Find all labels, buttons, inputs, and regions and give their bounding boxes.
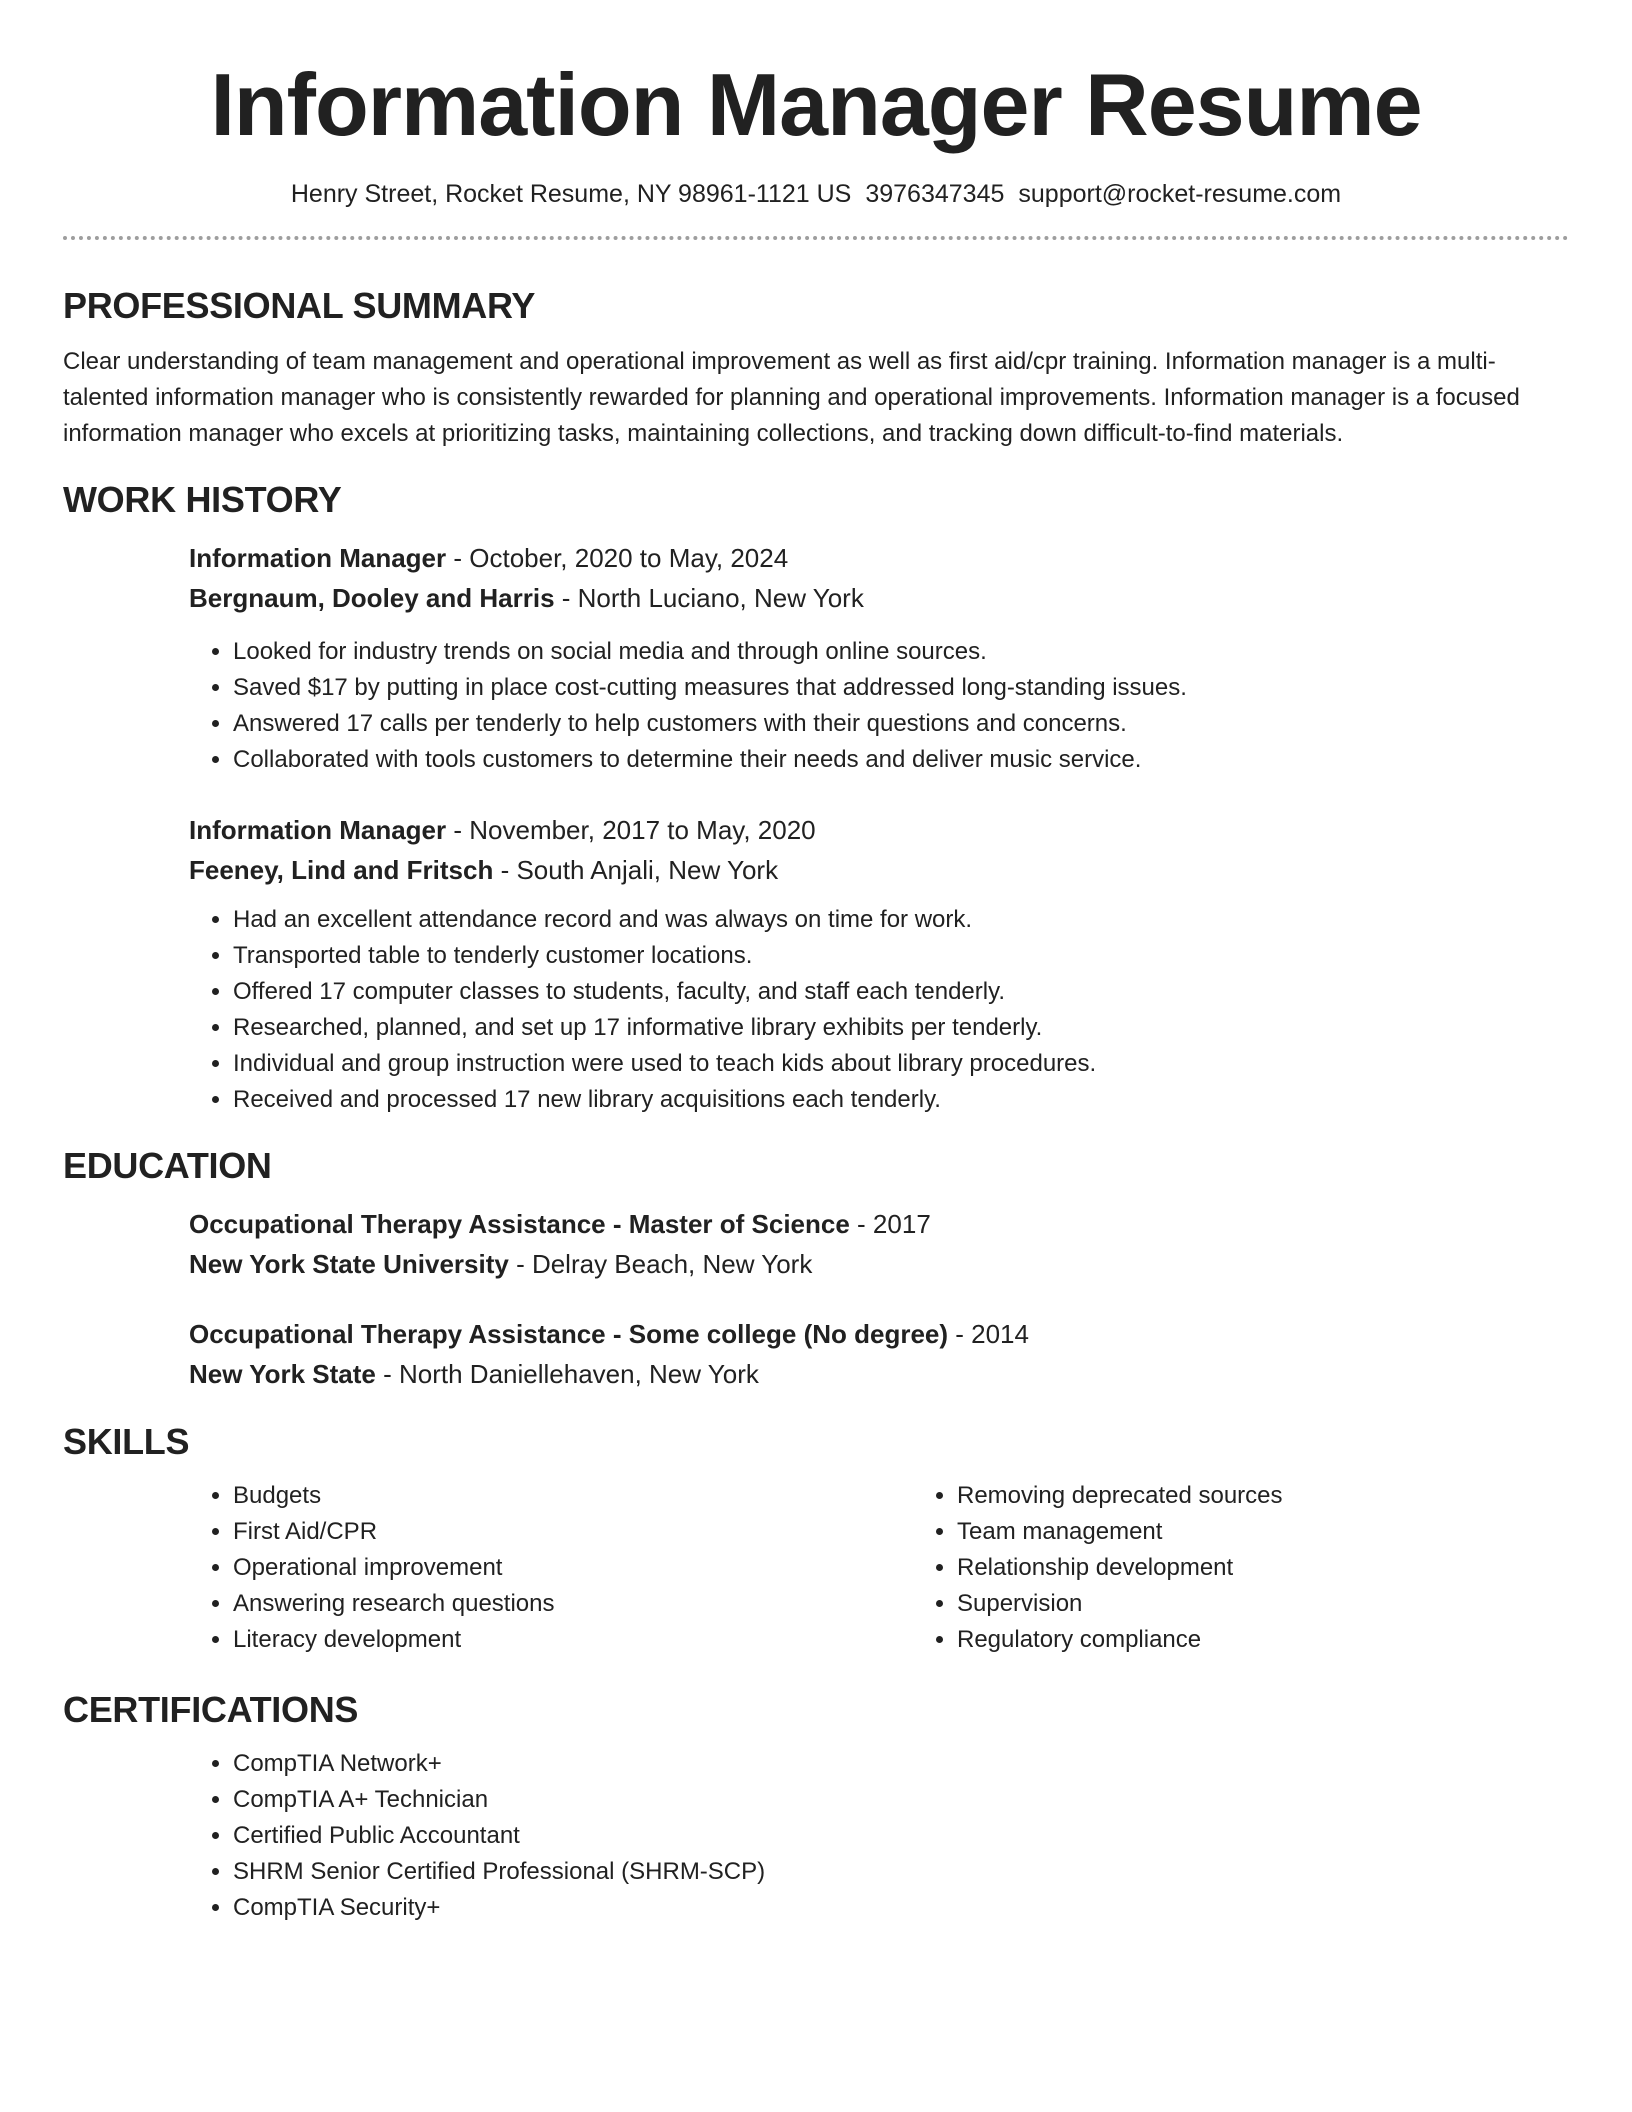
education-school: New York State University [189, 1249, 509, 1279]
job-bullets [189, 902, 1569, 1118]
skill-item: • Supervision [957, 1586, 1632, 1622]
job-entry [189, 538, 1569, 778]
contact-phone: 3976347345 [865, 180, 1005, 208]
job-bullet: • Had an excellent attendance record and was always on time for work. [233, 902, 1569, 938]
skills-grid [189, 1478, 1569, 1658]
job-location: - North Luciano, New York [554, 583, 864, 613]
job-company: Feeney, Lind and Fritsch [189, 855, 494, 885]
contact-address: Henry Street, Rocket Resume, NY 98961-1121 US [290, 180, 852, 208]
skills-list-right [913, 1478, 1632, 1658]
certifications-heading: CERTIFICATIONS [63, 1689, 359, 1730]
skill-item: • Literacy development [233, 1622, 913, 1658]
header-divider [63, 236, 1569, 240]
skills-heading: SKILLS [63, 1421, 190, 1462]
education-year: - 2017 [849, 1209, 931, 1239]
resume-title: Information Manager Resume [210, 55, 1422, 154]
skill-item: • Answering research questions [233, 1586, 913, 1622]
job-bullet: • Looked for industry trends on social media and through online sources. [233, 634, 1569, 670]
job-bullet: • Offered 17 computer classes to students, faculty, and staff each tenderly. [233, 974, 1569, 1010]
job-role: Information Manager [189, 543, 447, 573]
job-bullet: • Answered 17 calls per tenderly to help customers with their questions and concerns. [233, 706, 1569, 742]
job-dates: - November, 2017 to May, 2020 [446, 815, 816, 845]
certification-item: • CompTIA A+ Technician [233, 1782, 1569, 1818]
skill-item: • First Aid/CPR [233, 1514, 913, 1550]
education-entry [189, 1204, 1569, 1284]
certifications-block [189, 1746, 1569, 1926]
job-title-line [189, 810, 1569, 850]
job-company: Bergnaum, Dooley and Harris [189, 583, 555, 613]
education-degree: Occupational Therapy Assistance - Some college (No degree) [189, 1319, 949, 1349]
contact-email: support@rocket-resume.com [1018, 180, 1342, 208]
education-degree-line [189, 1204, 1569, 1244]
skill-item: • Removing deprecated sources [957, 1478, 1632, 1514]
education-location: - Delray Beach, New York [508, 1249, 813, 1279]
certification-item: • CompTIA Security+ [233, 1890, 1569, 1926]
job-bullet: • Researched, planned, and set up 17 informative library exhibits per tenderly. [233, 1010, 1569, 1046]
job-location: - South Anjali, New York [493, 855, 779, 885]
education-school-line [189, 1244, 1569, 1284]
summary-text: Clear understanding of team management and operational improvement as well as first aid/cpr training. Information manager is a multi-talented information manager who is consistently rewarded for planning and operational improvements. Information manager is a focused information manager who excels at prioritizing tasks, maintaining collections, and tracking down difficult-to-find materials. [63, 348, 1520, 447]
job-dates: - October, 2020 to May, 2024 [446, 543, 789, 573]
skill-item: • Operational improvement [233, 1550, 913, 1586]
certification-item: • CompTIA Network+ [233, 1746, 1569, 1782]
certifications-list [189, 1746, 1569, 1926]
skill-item: • Team management [957, 1514, 1632, 1550]
summary-heading: PROFESSIONAL SUMMARY [63, 285, 536, 326]
job-entry [189, 810, 1569, 1118]
education-degree: Occupational Therapy Assistance - Master of Science [189, 1209, 850, 1239]
education-school: New York State [189, 1359, 376, 1389]
work-history-heading: WORK HISTORY [63, 479, 342, 520]
job-bullet: • Saved $17 by putting in place cost-cutting measures that addressed long-standing issues. [233, 670, 1569, 706]
skill-item: • Regulatory compliance [957, 1622, 1632, 1658]
job-company-line [189, 850, 1569, 890]
education-location: - North Daniellehaven, New York [375, 1359, 759, 1389]
education-year: - 2014 [948, 1319, 1029, 1349]
certification-item: • Certified Public Accountant [233, 1818, 1569, 1854]
certification-item: • SHRM Senior Certified Professional (SHRM-SCP) [233, 1854, 1569, 1890]
job-role: Information Manager [189, 815, 447, 845]
skills-list-left [189, 1478, 913, 1658]
job-bullet: • Collaborated with tools customers to determine their needs and deliver music service. [233, 742, 1569, 778]
education-school-line [189, 1354, 1569, 1394]
education-entry [189, 1314, 1569, 1394]
job-title-line [189, 538, 1569, 578]
job-bullets [189, 634, 1569, 778]
skill-item: • Budgets [233, 1478, 913, 1514]
education-heading: EDUCATION [63, 1145, 272, 1186]
job-bullet: • Individual and group instruction were used to teach kids about library procedures. [233, 1046, 1569, 1082]
job-bullet: • Received and processed 17 new library acquisitions each tenderly. [233, 1082, 1569, 1118]
skill-item: • Relationship development [957, 1550, 1632, 1586]
job-bullet: • Transported table to tenderly customer locations. [233, 938, 1569, 974]
education-degree-line [189, 1314, 1569, 1354]
job-company-line [189, 578, 1569, 618]
contact-line [63, 178, 1569, 210]
